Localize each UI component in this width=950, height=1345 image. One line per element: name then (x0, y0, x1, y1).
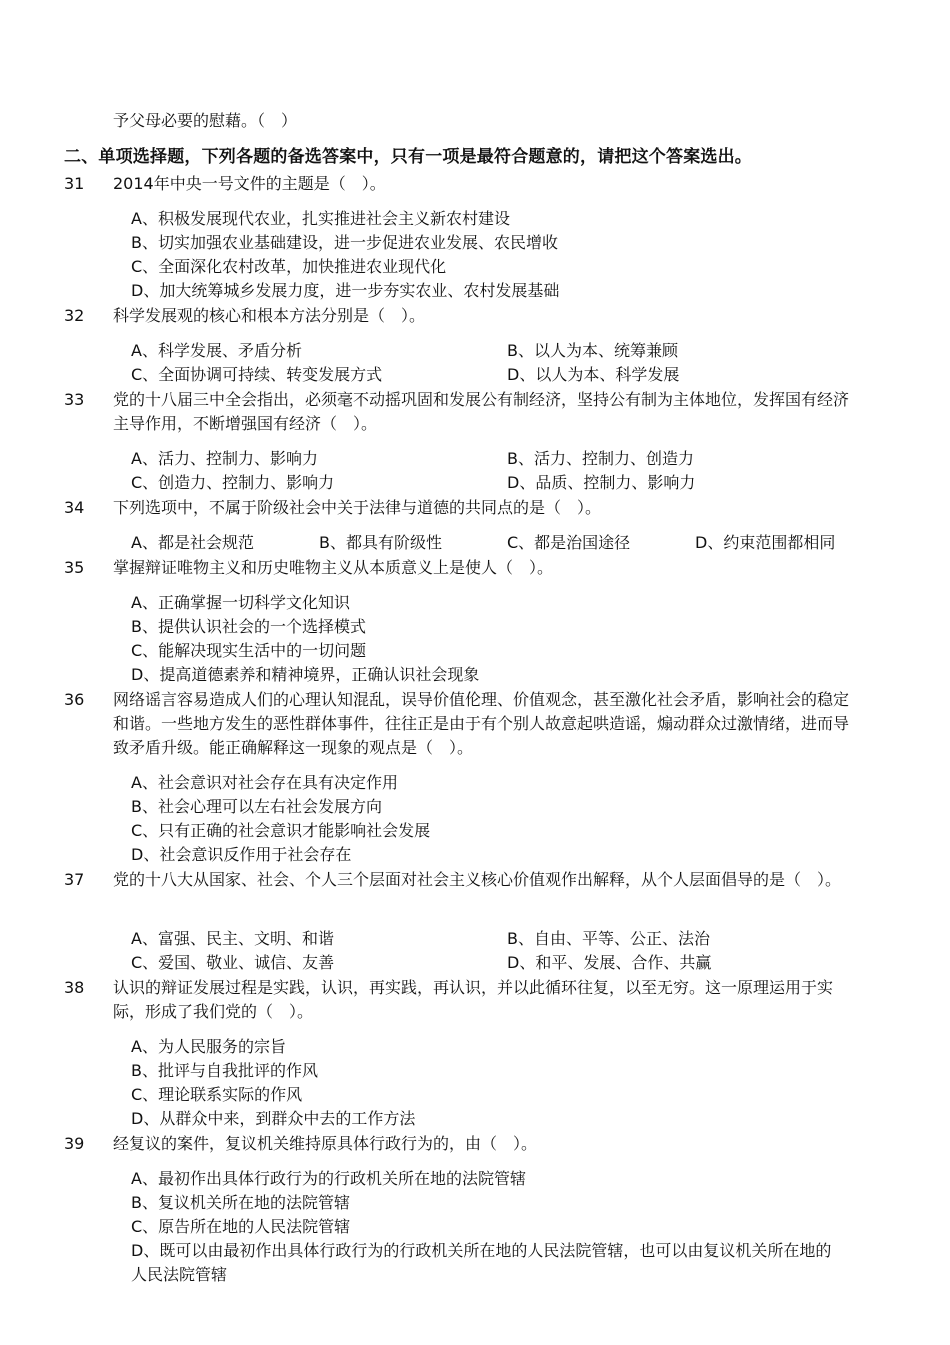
option-c: C、全面协调可持续、转变发展方式 (131, 365, 383, 384)
option-c: C、只有正确的社会意识才能影响社会发展 (131, 821, 431, 840)
option-a: A、最初作出具体行政行为的行政机关所在地的法院管辖 (131, 1169, 526, 1188)
option-b: B、切实加强农业基础建设，进一步促进农业发展、农民增收 (131, 233, 558, 252)
question-number: 38 (64, 978, 85, 997)
option-d: D、提高道德素养和精神境界，正确认识社会现象 (131, 665, 480, 684)
question-number: 35 (64, 558, 85, 577)
question-number: 39 (64, 1134, 85, 1153)
option-c: C、理论联系实际的作风 (131, 1085, 303, 1104)
question-text: 网络谣言容易造成人们的心理认知混乱，误导价值伦理、价值观念，甚至激化社会矛盾，影响社会的稳定和谐。一些地方发生的恶性群体事件，往往正是由于有个别人故意起哄造谣，煽动群众过激情绪，进而导致矛盾升级。能正确解释这一现象的观点是（ ）。 (113, 690, 850, 757)
question-text: 党的十八大从国家、社会、个人三个层面对社会主义核心价值观作出解释，从个人层面倡导的是（ ）。 (113, 870, 842, 889)
option-a: A、活力、控制力、影响力 (131, 449, 318, 468)
question-number: 32 (64, 306, 85, 325)
option-d: D、和平、发展、合作、共赢 (507, 953, 712, 972)
option-a: A、为人民服务的宗旨 (131, 1037, 286, 1056)
question-text: 掌握辩证唯物主义和历史唯物主义从本质意义上是使人（ ）。 (113, 558, 554, 577)
option-a: A、富强、民主、文明、和谐 (131, 929, 334, 948)
option-a: A、正确掌握一切科学文化知识 (131, 593, 350, 612)
question-text: 认识的辩证发展过程是实践，认识，再实践，再认识，并以此循环往复，以至无穷。这一原理运用于实际，形成了我们党的（ ）。 (113, 978, 834, 1021)
option-d: D、加大统筹城乡发展力度，进一步夯实农业、农村发展基础 (131, 281, 560, 300)
option-b: B、复议机关所在地的法院管辖 (131, 1193, 350, 1212)
question-text: 下列选项中，不属于阶级社会中关于法律与道德的共同点的是（ ）。 (113, 498, 602, 517)
option-d: D、品质、控制力、影响力 (507, 473, 696, 492)
question-number: 31 (64, 174, 85, 193)
option-d: D、以人为本、科学发展 (507, 365, 680, 384)
option-d: D、从群众中来，到群众中去的工作方法 (131, 1109, 416, 1128)
option-a: A、社会意识对社会存在具有决定作用 (131, 773, 398, 792)
question-text: 经复议的案件，复议机关维持原具体行政行为的，由（ ）。 (113, 1134, 538, 1153)
option-d: D、既可以由最初作出具体行政行为的行政机关所在地的人民法院管辖，也可以由复议机关所在地的人民法院管辖 (131, 1241, 832, 1284)
question-number: 37 (64, 870, 85, 889)
option-b: B、提供认识社会的一个选择模式 (131, 617, 366, 636)
carry-over-text: 予父母必要的慰藉。（ ） (113, 111, 298, 130)
option-b: B、以人为本、统筹兼顾 (507, 341, 678, 360)
option-c: C、原告所在地的人民法院管辖 (131, 1217, 351, 1236)
option-b: B、活力、控制力、创造力 (507, 449, 694, 468)
question-number: 34 (64, 498, 85, 517)
section-heading: 二、单项选择题，下列各题的备选答案中，只有一项是最符合题意的，请把这个答案选出。 (64, 147, 752, 167)
question-number: 36 (64, 690, 85, 709)
option-c: C、都是治国途径 (507, 533, 631, 552)
option-b: B、都具有阶级性 (319, 533, 442, 552)
option-a: A、都是社会规范 (131, 533, 254, 552)
option-c: C、爱国、敬业、诚信、友善 (131, 953, 335, 972)
option-b: B、批评与自我批评的作风 (131, 1061, 318, 1080)
option-d: D、社会意识反作用于社会存在 (131, 845, 352, 864)
option-a: A、积极发展现代农业，扎实推进社会主义新农村建设 (131, 209, 510, 228)
question-text: 党的十八届三中全会指出，必须毫不动摇巩固和发展公有制经济，坚持公有制为主体地位，发挥国有经济主导作用，不断增强国有经济（ ）。 (113, 390, 850, 433)
question-number: 33 (64, 390, 85, 409)
option-d: D、约束范围都相同 (695, 533, 836, 552)
option-b: B、社会心理可以左右社会发展方向 (131, 797, 382, 816)
option-c: C、全面深化农村改革，加快推进农业现代化 (131, 257, 447, 276)
option-c: C、能解决现实生活中的一切问题 (131, 641, 367, 660)
option-c: C、创造力、控制力、影响力 (131, 473, 335, 492)
question-text: 科学发展观的核心和根本方法分别是（ ）。 (113, 306, 426, 325)
option-b: B、自由、平等、公正、法治 (507, 929, 710, 948)
option-a: A、科学发展、矛盾分析 (131, 341, 302, 360)
question-text: 2014年中央一号文件的主题是（ ）。 (113, 174, 386, 193)
